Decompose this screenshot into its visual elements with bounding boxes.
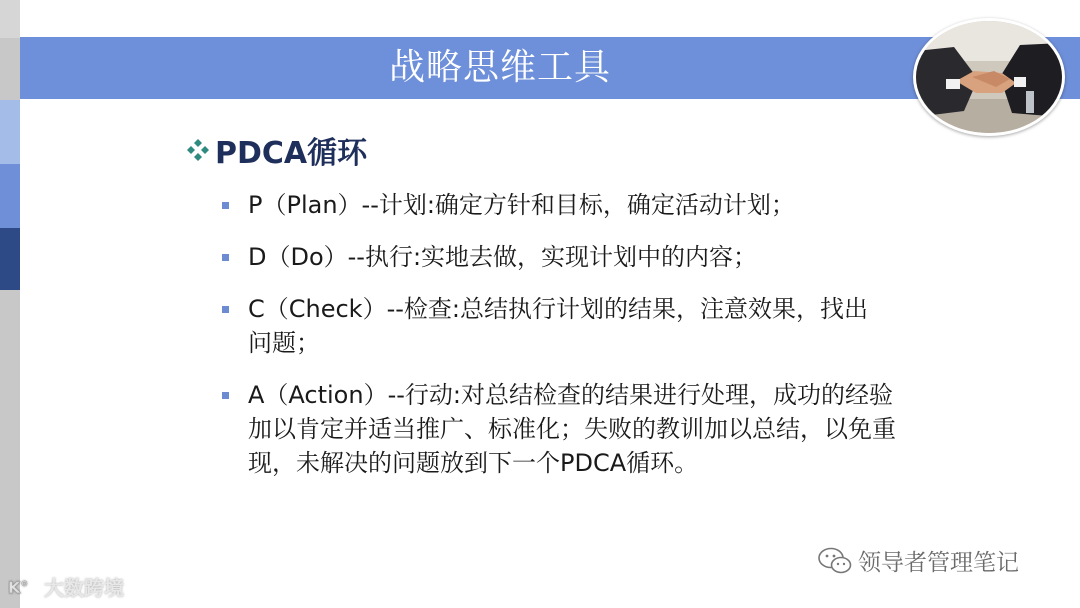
square-bullet-icon: [222, 202, 229, 209]
right-watermark: [818, 544, 1019, 577]
bullet-item-check: [222, 292, 888, 360]
left-decorative-strip: [0, 0, 20, 608]
square-bullet-icon: [222, 306, 229, 313]
handshake-photo: [913, 18, 1065, 136]
bullet-text: P（Plan）--计划:确定方针和目标，确定活动计划；: [248, 191, 795, 219]
bullet-item-plan: [222, 188, 922, 222]
bullet-text: D（Do）--执行:实地去做，实现计划中的内容；: [248, 243, 758, 271]
slide-title: 战略思维工具: [388, 47, 611, 88]
svg-text:K°: K°: [8, 577, 29, 597]
strip-segment-mid-blue: [0, 164, 20, 228]
strip-segment-light-blue: [0, 100, 20, 164]
wechat-icon: [818, 547, 852, 575]
right-watermark-text: 领导者管理笔记: [858, 550, 1019, 576]
left-watermark-text: 大数跨境: [44, 576, 124, 600]
left-watermark: [8, 572, 124, 601]
strip-segment-dark-blue: [0, 228, 20, 290]
bullet-item-do: [222, 240, 922, 274]
square-bullet-icon: [222, 254, 229, 261]
bullet-item-action: [222, 378, 908, 480]
bullet-list: [222, 188, 922, 498]
four-diamond-icon: [183, 135, 213, 165]
square-bullet-icon: [222, 392, 229, 399]
heading-text: PDCA循环: [215, 136, 368, 171]
bullet-text: A（Action）--行动:对总结检查的结果进行处理，成功的经验加以肯定并适当推广、标准化；失败的教训加以总结，以免重现，未解决的问题放到下一个PDCA循环。: [248, 381, 896, 477]
bullet-text: C（Check）--检查:总结执行计划的结果，注意效果，找出问题；: [248, 295, 868, 357]
section-heading: [183, 128, 367, 172]
logo-icon: [8, 576, 44, 598]
strip-segment-gray: [0, 0, 20, 38]
